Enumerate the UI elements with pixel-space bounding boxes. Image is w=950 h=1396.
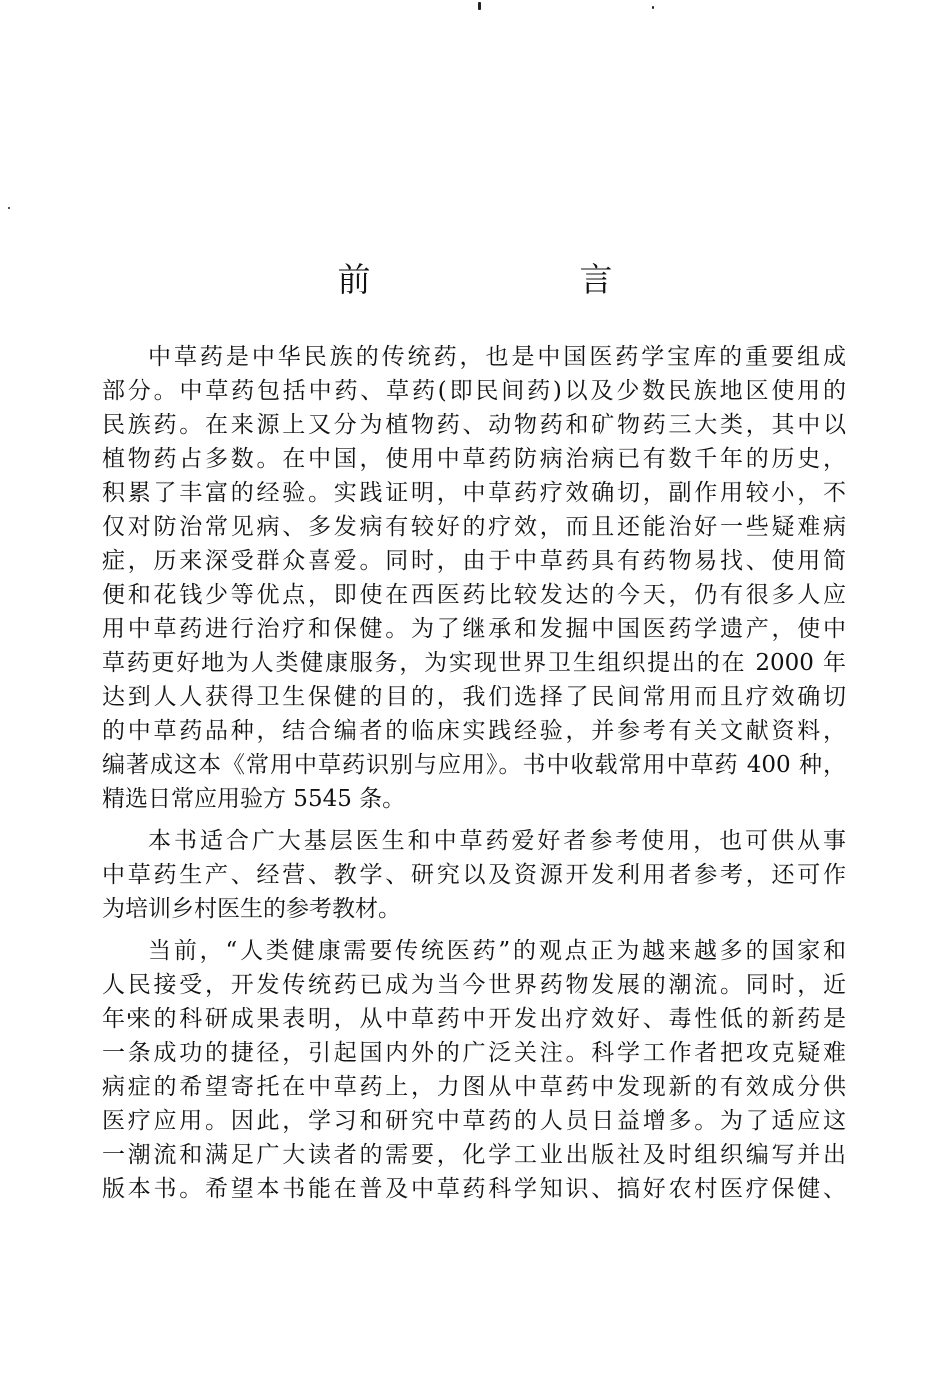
text-line: 一条成功的捷径，引起国内外的广泛关注。科学工作者把攻克疑难: [102, 1040, 846, 1066]
text-line: 症，历来深受群众喜爱。同时，由于中草药具有药物易找、使用简: [102, 548, 846, 574]
text-line: 便和花钱少等优点，即使在西医药比较发达的今天，仍有很多人应: [102, 582, 846, 608]
text-line: 本书适合广大基层医生和中草药爱好者参考使用，也可供从事: [148, 828, 846, 854]
text-line: 人民接受，开发传统药已成为当今世界药物发展的潮流。同时，近: [102, 972, 846, 998]
text-line: 草药更好地为人类健康服务，为实现世界卫生组织提出的在 2000 年: [102, 650, 846, 676]
text-line: 达到人人获得卫生保健的目的，我们选择了民间常用而且疗效确切: [102, 684, 846, 710]
scan-speck: [478, 2, 481, 10]
text-line: 部分。中草药包括中药、草药(即民间药)以及少数民族地区使用的: [102, 378, 846, 404]
text-line: 用中草药进行治疗和保健。为了继承和发掘中国医药学遗产，使中: [102, 616, 846, 642]
text-line: 精选日常应用验方 5545 条。: [102, 786, 406, 812]
text-line: 中草药生产、经营、教学、研究以及资源开发利用者参考，还可作: [102, 862, 846, 888]
text-line: 积累了丰富的经验。实践证明，中草药疗效确切，副作用较小，不: [102, 480, 846, 506]
page-title: 前 言: [337, 260, 701, 299]
scan-speck: [8, 207, 10, 209]
paragraph-1: [102, 340, 846, 816]
text-line: 编著成这本《常用中草药识别与应用》。书中收载常用中草药 400 种，: [102, 752, 846, 778]
text-line: 当前，“人类健康需要传统医药”的观点正为越来越多的国家和: [148, 938, 846, 964]
text-line: 民族药。在来源上又分为植物药、动物药和矿物药三大类，其中以: [102, 412, 846, 438]
paragraph-2: [102, 824, 846, 926]
paragraph-3: [102, 934, 846, 1206]
text-line: 仅对防治常见病、多发病有较好的疗效，而且还能治好一些疑难病: [102, 514, 846, 540]
scan-speck: [652, 6, 654, 9]
text-line: 版本书。希望本书能在普及中草药科学知识、搞好农村医疗保健、: [102, 1176, 846, 1202]
text-line: 一潮流和满足广大读者的需要，化学工业出版社及时组织编写并出: [102, 1142, 846, 1168]
text-line: 为培训乡村医生的参考教材。: [102, 896, 401, 922]
text-line: 中草药是中华民族的传统药，也是中国医药学宝库的重要组成: [148, 344, 846, 370]
body-text: [102, 340, 846, 1206]
text-line: 的中草药品种，结合编者的临床实践经验，并参考有关文献资料，: [102, 718, 846, 744]
text-line: 年来的科研成果表明，从中草药中开发出疗效好、毒性低的新药是: [102, 1006, 846, 1032]
text-line: 病症的希望寄托在中草药上，力图从中草药中发现新的有效成分供: [102, 1074, 846, 1100]
text-line: 医疗应用。因此，学习和研究中草药的人员日益增多。为了适应这: [102, 1108, 846, 1134]
text-line: 植物药占多数。在中国，使用中草药防病治病已有数千年的历史，: [102, 446, 846, 472]
